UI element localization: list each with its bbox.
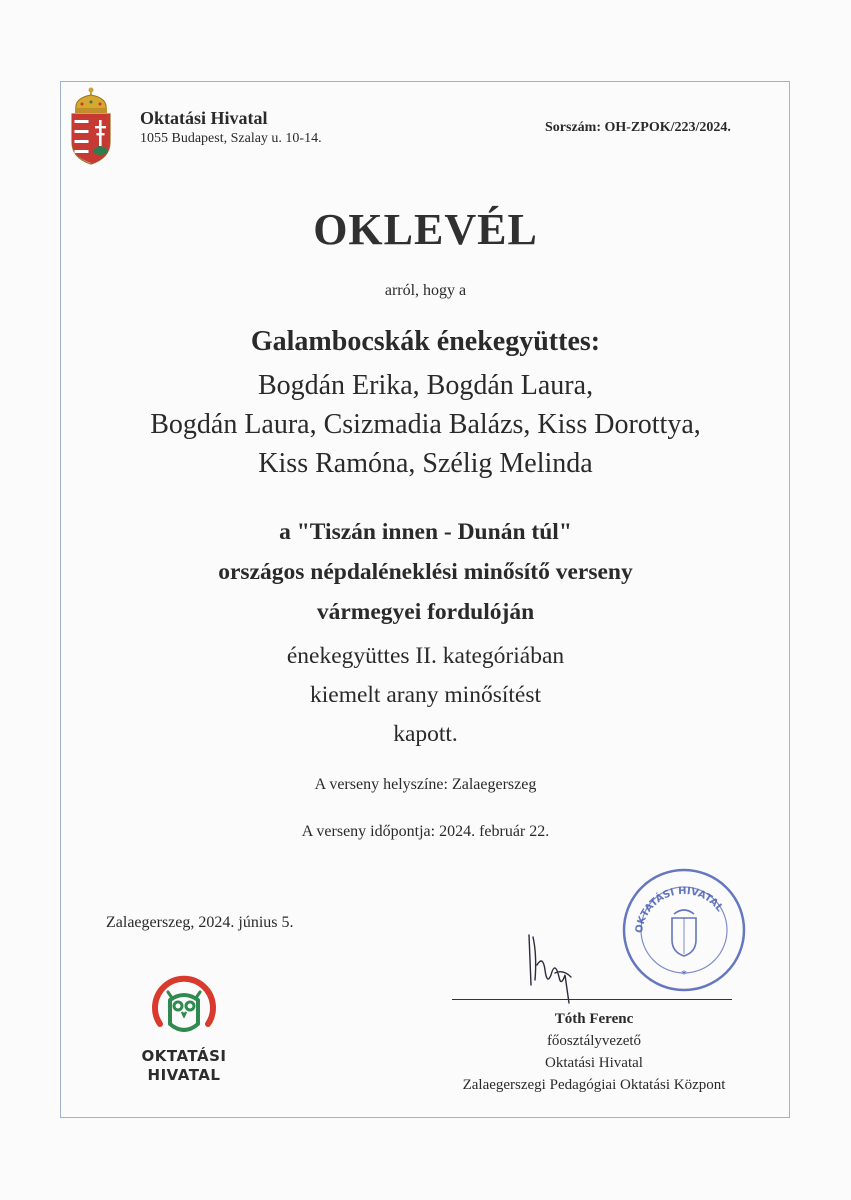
- issuer-name: Oktatási Hivatal: [140, 108, 268, 128]
- hungarian-coat-of-arms-icon: [68, 86, 114, 166]
- competition-line: vármegyei fordulóján: [316, 599, 535, 625]
- competition-date: A verseny időpontja: 2024. február 22.: [301, 823, 550, 840]
- logo-wordmark: OKTATÁSI HIVATAL: [141, 1047, 227, 1084]
- member-line: Kiss Ramóna, Szélig Melinda: [258, 448, 593, 479]
- intro-text: arról, hogy a: [384, 282, 467, 299]
- competition-name: [0, 512, 851, 632]
- handwritten-signature-icon: [515, 925, 585, 1010]
- signer-title: főosztályvezető: [546, 1033, 642, 1049]
- signer-block: [426, 1008, 762, 1096]
- competition-line: a "Tiszán innen - Dunán túl": [279, 519, 572, 545]
- serial-number: Sorszám: OH-ZPOK/223/2024.: [545, 120, 731, 135]
- svg-text:OKTATÁSI HIVATAL: OKTATÁSI HIVATAL: [633, 885, 725, 934]
- certificate-title: OKLEVÉL: [313, 205, 538, 254]
- result-line: kiemelt arany minősítést: [309, 682, 542, 708]
- signer-name: Tóth Ferenc: [554, 1011, 634, 1027]
- owl-logo-icon: [150, 972, 218, 1042]
- issuer-address: 1055 Budapest, Szalay u. 10-14.: [140, 131, 322, 146]
- competition-venue: A verseny helyszíne: Zalaegerszeg: [314, 776, 537, 793]
- issue-place-date: Zalaegerszeg, 2024. június 5.: [106, 914, 294, 931]
- member-line: Bogdán Laura, Csizmadia Balázs, Kiss Dorottya,: [150, 409, 701, 440]
- result-line: kapott.: [393, 721, 458, 747]
- member-line: Bogdán Erika, Bogdán Laura,: [257, 370, 594, 401]
- result-line: énekegyüttes II. kategóriában: [286, 643, 565, 669]
- signer-organization: Oktatási Hivatal: [545, 1055, 643, 1071]
- member-list: [0, 366, 851, 483]
- competition-line: országos népdaléneklési minősítő verseny: [218, 559, 633, 585]
- group-name: Galambocskák énekegyüttes:: [250, 326, 601, 357]
- signer-unit: Zalaegerszegi Pedagógiai Oktatási Központ: [462, 1077, 726, 1093]
- signature-line: [452, 999, 732, 1000]
- official-stamp-icon: [620, 866, 748, 994]
- svg-text:*: *: [681, 968, 687, 981]
- award-result: [0, 637, 851, 754]
